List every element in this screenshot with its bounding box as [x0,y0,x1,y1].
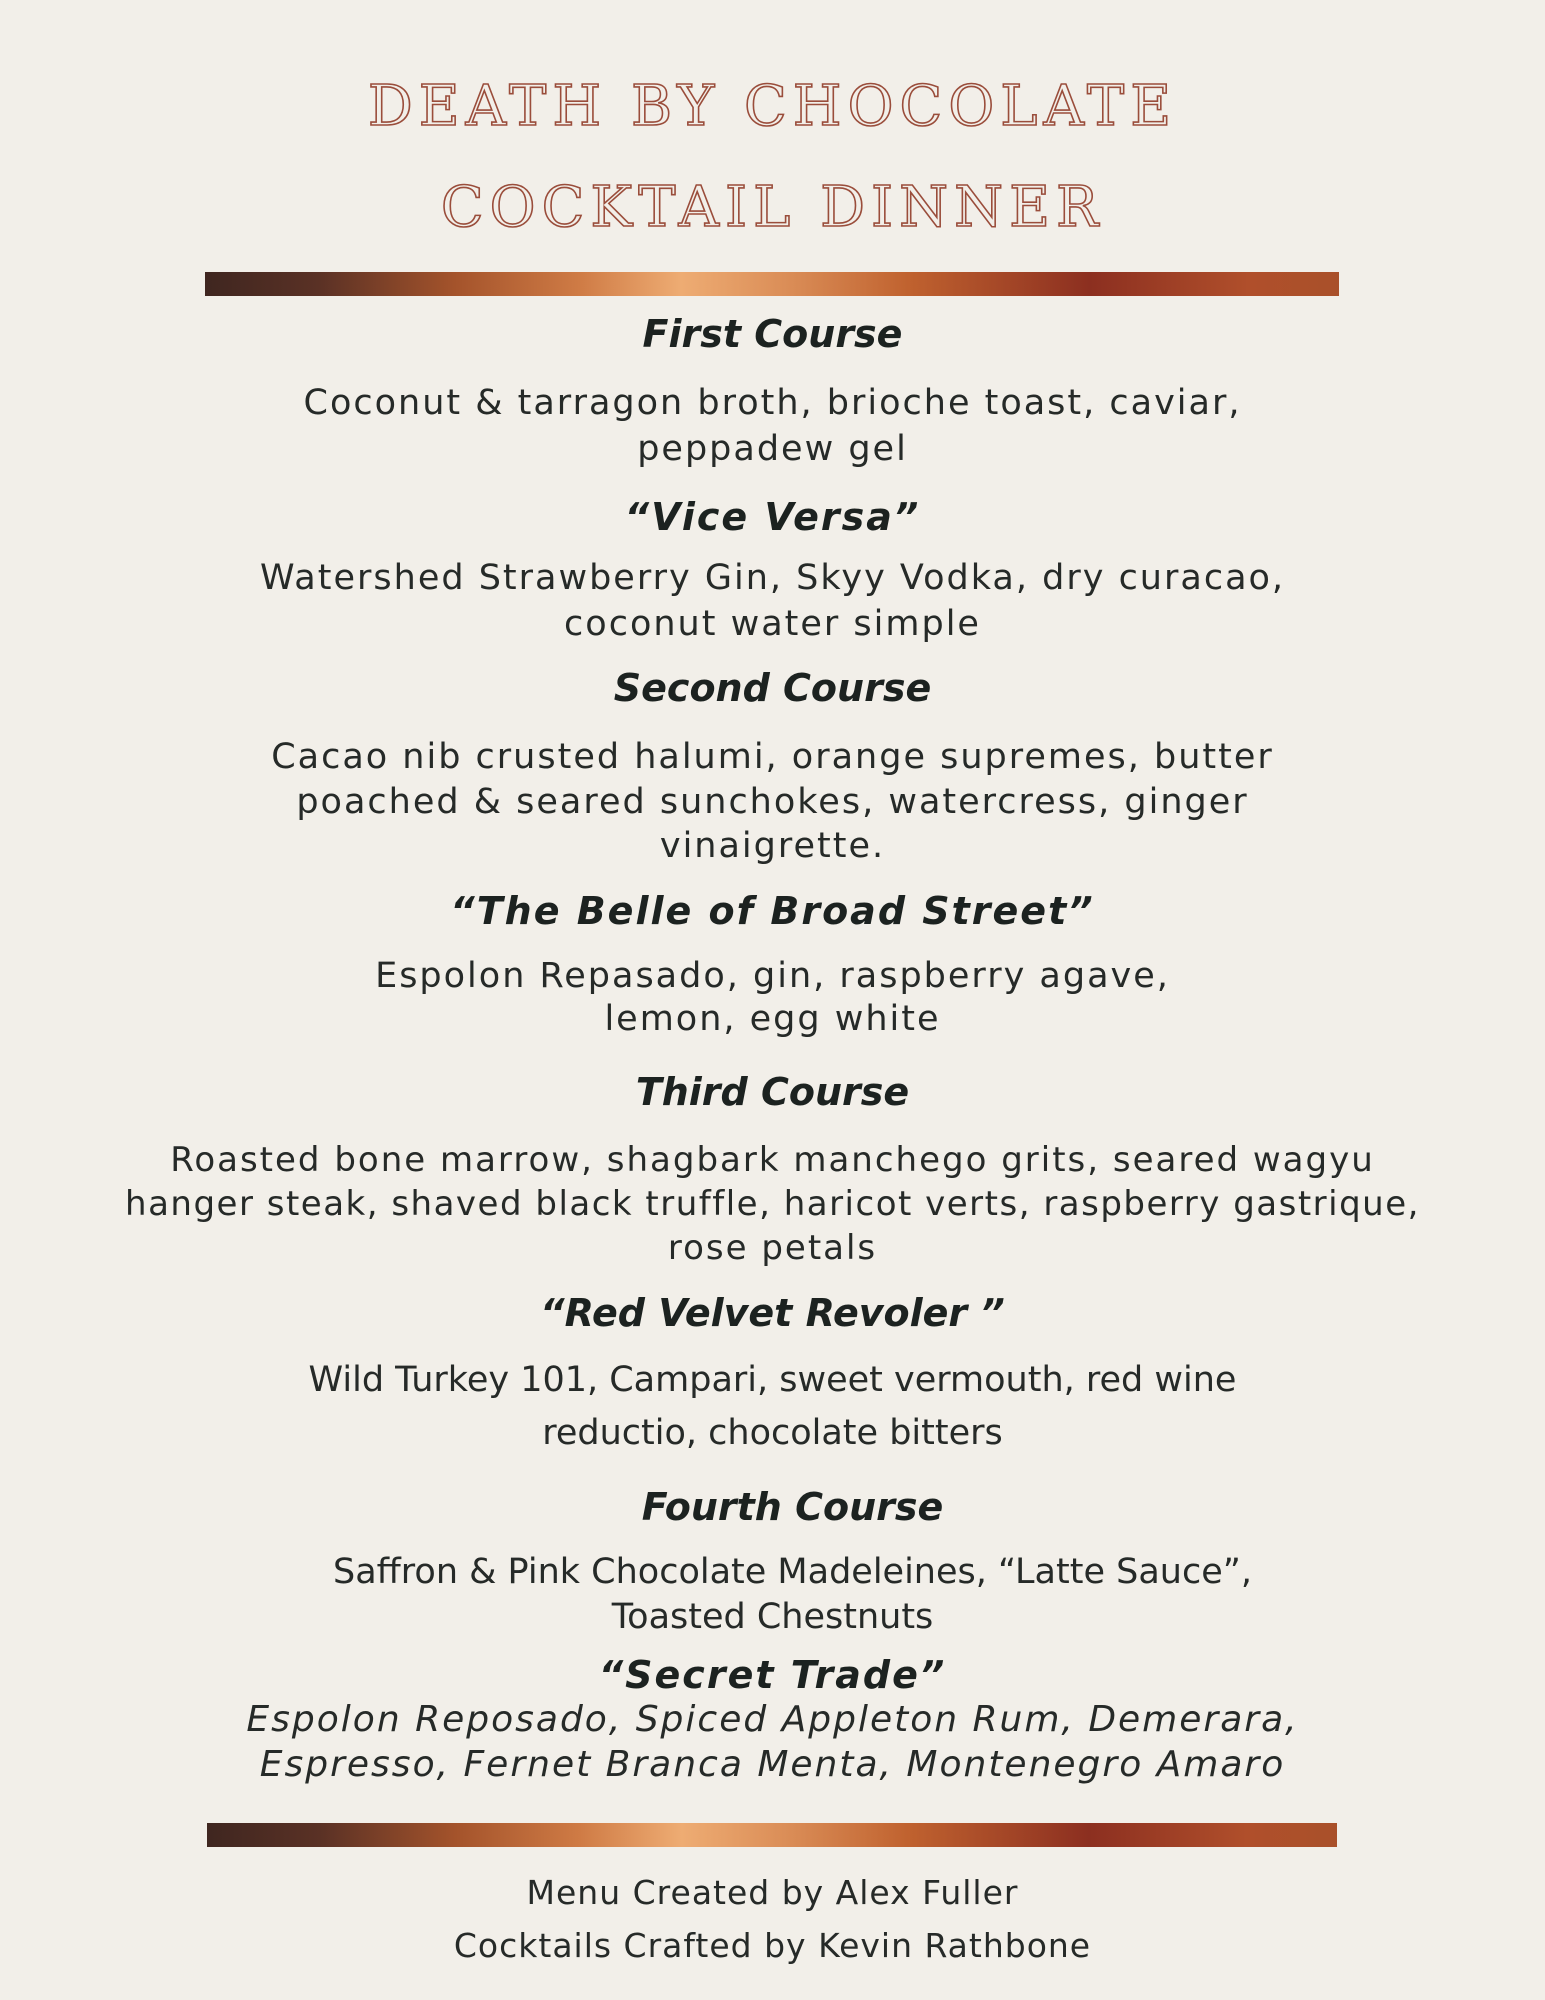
third-course-cocktail-desc-line-1: Wild Turkey 101, Campari, sweet vermouth, red wine [308,1360,1237,1400]
first-course-cocktail-name: “Vice Versa” [624,495,921,539]
bottom-divider-bar [207,1823,1337,1847]
first-course-heading: First Course [642,312,903,356]
first-course-dish-line-1: Coconut & tarragon broth, brioche toast, caviar, [303,383,1242,423]
first-course-cocktail-desc-line-1: Watershed Strawberry Gin, Skyy Vodka, dry curacao, [259,558,1286,598]
second-course-cocktail-desc-line-1: Espolon Repasado, gin, raspberry agave, [375,956,1170,996]
third-course-dish-line-2: hanger steak, shaved black truffle, haricot verts, raspberry gastrique, [125,1184,1420,1224]
third-course-cocktail-name: “Red Velvet Revoler ” [540,1291,1005,1335]
fourth-course-cocktail-desc-line-2: Espresso, Fernet Branca Menta, Montenegro Amaro [259,1744,1286,1785]
third-course-dish-line-1: Roasted bone marrow, shagbark manchego grits, seared wagyu [170,1140,1375,1180]
cocktails-credit: Cocktails Crafted by Kevin Rathbone [453,1926,1092,1965]
third-course-heading: Third Course [635,1070,910,1114]
fourth-course-dish-line-1: Saffron & Pink Chocolate Madeleines, “Latte Sauce”, [333,1552,1252,1592]
fourth-course-heading: Fourth Course [641,1485,944,1529]
fourth-course-cocktail-desc-line-1: Espolon Reposado, Spiced Appleton Rum, Demerara, [246,1699,1299,1740]
fourth-course-cocktail-name: “Secret Trade” [598,1653,947,1697]
second-course-dish-line-1: Cacao nib crusted halumi, orange supremes, butter [271,737,1274,777]
first-course-cocktail-desc-line-2: coconut water simple [564,604,981,644]
menu-credit: Menu Created by Alex Fuller [526,1873,1019,1912]
second-course-dish-line-2: poached & seared sunchokes, watercress, ginger [296,782,1249,822]
third-course-dish-line-3: rose petals [667,1228,878,1268]
third-course-cocktail-desc-line-2: reductio, chocolate bitters [542,1413,1003,1453]
second-course-cocktail-name: “The Belle of Broad Street” [450,889,1095,933]
second-course-heading: Second Course [613,666,932,710]
first-course-dish-line-2: peppadew gel [637,429,908,469]
fourth-course-dish-line-2: Toasted Chestnuts [611,1597,934,1637]
top-divider-bar [205,272,1339,296]
menu-title-line-1: DEATH BY CHOCOLATE [367,74,1178,139]
menu-title-line-2: COCKTAIL DINNER [440,175,1105,240]
second-course-dish-line-3: vinaigrette. [659,826,886,866]
second-course-cocktail-desc-line-2: lemon, egg white [604,999,941,1039]
